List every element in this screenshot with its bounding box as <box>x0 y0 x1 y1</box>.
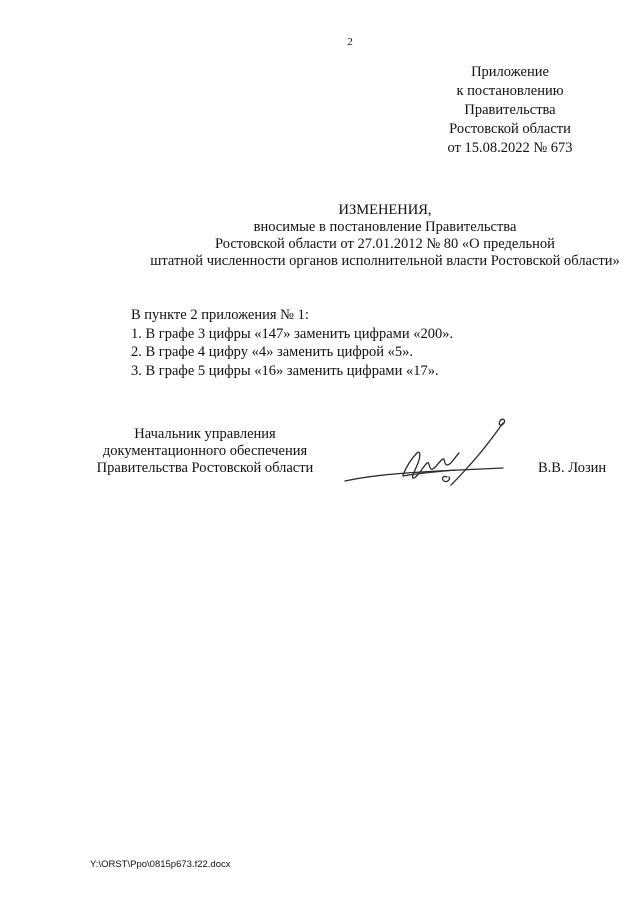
signatory-name: В.В. Лозин <box>538 460 607 476</box>
signatory-position <box>80 426 330 477</box>
footer-file-path: Y:\ORST\Ppo\0815p673.f22.docx <box>90 859 231 870</box>
title-line: Ростовской области от 27.01.2012 № 80 «О предельной <box>215 236 555 252</box>
title-line: вносимые в постановление Правительства <box>253 219 517 235</box>
appendix-line: к постановлению <box>456 83 564 99</box>
appendix-line: Правительства <box>464 102 556 118</box>
position-line: Начальник управления <box>134 426 276 442</box>
page-number: 2 <box>347 36 353 48</box>
body-item: 1. В графе 3 цифры «147» заменить цифрами «200». <box>131 325 454 342</box>
body-item: 2. В графе 4 цифру «4» заменить цифрой «5». <box>131 344 414 360</box>
appendix-reference <box>440 63 580 158</box>
appendix-line: Ростовской области <box>449 121 571 137</box>
document-title <box>120 202 640 270</box>
title-line: штатной численности органов исполнительной власти Ростовской области» <box>150 253 620 269</box>
appendix-line: от 15.08.2022 № 673 <box>447 140 573 156</box>
position-line: документационного обеспечения <box>102 443 308 459</box>
body-intro: В пункте 2 приложения № 1: <box>131 307 309 323</box>
document-body <box>131 306 453 380</box>
handwritten-signature <box>343 415 513 495</box>
position-line: Правительства Ростовской области <box>96 460 314 476</box>
title-heading: ИЗМЕНЕНИЯ, <box>338 202 432 218</box>
appendix-line: Приложение <box>471 64 549 80</box>
body-item: 3. В графе 5 цифры «16» заменить цифрами «17». <box>131 362 439 379</box>
